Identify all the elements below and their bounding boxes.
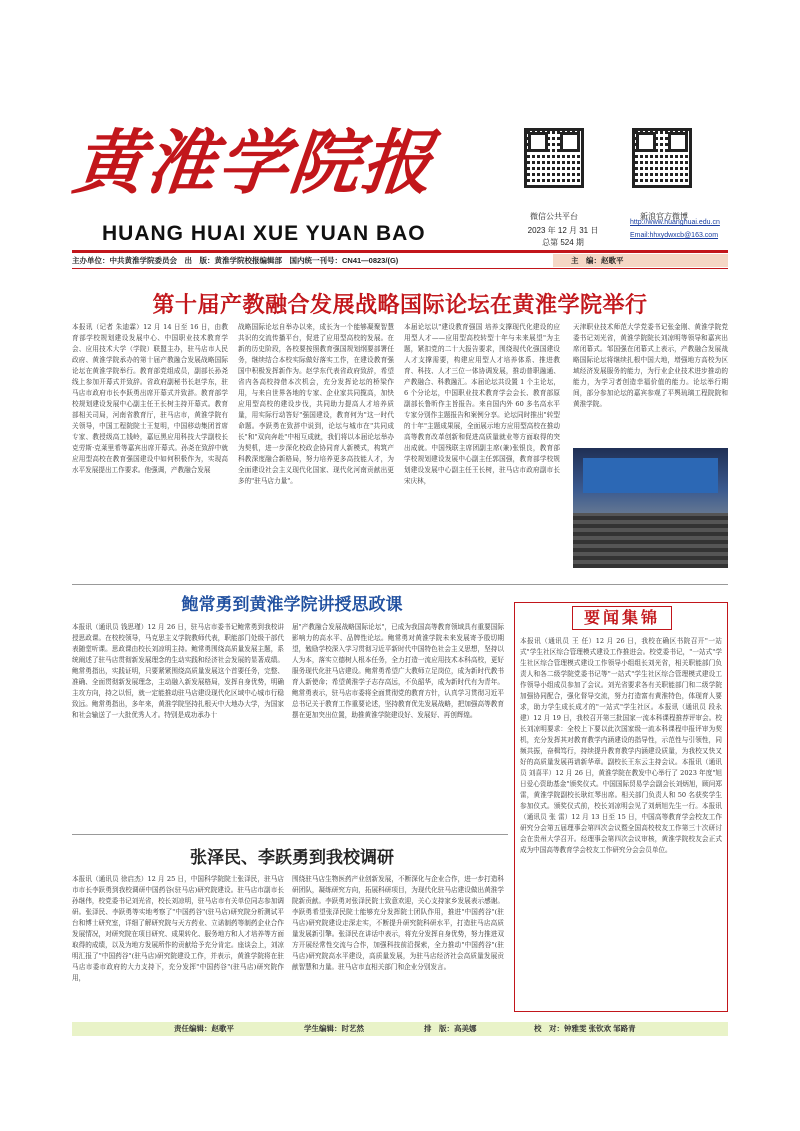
footer-student-editor: 学生编辑：时艺然 xyxy=(304,1024,364,1033)
news-roundup-title: 要闻集锦 xyxy=(572,606,672,630)
article1-column-4: 天津职业技术师范大学党委书记张金刚、黄淮学院党委书记刘光省，黄淮学院院长刘凉明等领导和嘉宾出席闭幕式。邹国强在闭幕式上表示，产教融合发展战略国际论坛将继续扎根中国大地，增强地方高校为区域经济发展服务的能力，为行业企业技术进步推动的能力，为学习者创造幸福价值的能力。论坛举行期间，部分参加论坛的嘉宾参观了平舆琉璃工程院院和黄淮学院。 xyxy=(573,323,728,408)
sponsor-bar xyxy=(72,254,728,267)
contact-links xyxy=(630,216,720,242)
article2-column-2: 届"产教融合发展战略国际论坛"，已成为我国高等教育领域具有重要国际影响力的高水平、品牌性论坛。鲍常勇对黄淮学院未来发展寄予殷切期望，勉励学校深入学习贯彻习近平新时代中国特色社会主义思想，坚持以人为本，落实立德树人根本任务，全力打造一流应用技术本科高校，更好服务现代化驻马店建设。鲍常勇希望广大教师立足岗位，成为新时代教书育人新使命；希望黄淮学子志存高远，不负韶华，成为新时代有为青年。鲍常勇表示，驻马店市委将全面贯彻党的教育方针，认真学习贯彻习近平总书记关于教育工作重要论述，坚持教育优先发展战略，把加强高等教育摆在更加突出位置，助推黄淮学院建设好、发展好、再创辉煌。 xyxy=(292,623,504,719)
article1-divider xyxy=(72,584,728,585)
issue-date: 2023 年 12 月 31 日 xyxy=(527,226,599,235)
footer-credits xyxy=(72,1022,728,1036)
chief-editor: 主 编：赵歌平 xyxy=(553,254,728,267)
footer-proof: 校 对：钟雅雯 张钦欢 邹路青 xyxy=(534,1024,636,1033)
issue-info xyxy=(518,225,608,249)
article2-column-1: 本报讯（通讯员 钱思瑾）12 月 26 日，驻马店市委书记鲍常勇到我校讲授思政课。在校校领导，马克思主义学院教师代表，职能部门处级干部代表随堂听课。思政课由校长刘凉明主持。鲍常勇围绕高质量发展主题，系统阐述了驻马店贯彻新发展理念的生动实践和经济社会发展的显著成绩。鲍常勇指出，实践证明，只要紧紧围绕高质量发展这个首要任务，完整、准确、全面贯彻新发展理念，主动融入新发展格局，发挥自身优势，明确主攻方向，持之以恒，就一定能推动驻马店建设现代化区域中心城市行稳致远。鲍常勇指出，多年来，黄淮学院坚持扎根天中大地办大学，为国家和社会输送了一大批优秀人才。特别是成功承办十 xyxy=(72,623,284,719)
footer-layout: 排 版：高美娜 xyxy=(424,1024,477,1033)
weibo-caption: 新浪官方微博 xyxy=(640,212,688,221)
article1-column-1: 本报讯（记者 朱迪霖）12 月 14 日至 16 日，由教育部学校规划建设发展中心、中国职业技术教育学会、应用技术大学（学院）联盟主办，驻马店市人民政府、黄淮学院承办的第十届产教融合发展战略国际论坛在黄淮学院举行。教育部党组成员，副部长孙尧线上参加开幕式并致辞。省政府副秘书长赵学东，驻马店市政府市长李跃勇出席开幕式并致辞。教育部学校规划建设发展中心副主任王长树主持开幕式。教育部相关司局，河南省教育厅，驻马店市，黄淮学院有关领导，中国工程院院士王复明，中国移动集团首席专家、教授级高工钱岭，嘉厄黑应用科技大学副校长克劳斯·克莱里希等嘉宾出席开幕式。孙尧在致辞中就应用型高校在教育强国建设中如何积极作为，实现高水平发展提出工作要求。他强调，产教融合发展 xyxy=(72,323,228,474)
article3-column-2: 围绕驻马店生物医药产业创新发展，不断深化与企业合作，进一步打造科研团队，凝练研究方向，拓展科研项目，为现代化驻马店建设做出黄淮学院新贡献。李跃勇对张泽民院士致意欢迎，关心支持家乡发展表示感谢。李跃勇希望张泽民院士能够充分发挥院士团队作用，推进"中国药谷"(驻马店)研究院建设走深走实，不断提升研究院科研水平，打造驻马店高质量发展新引擎。张泽民在讲话中表示，将充分发挥自身优势，努力推进双方开展经常性交流与合作，加强科技前沿探索，全力推动"中国药谷"(驻马店)研究院高水平建设，高质量发展，为驻马店经济社会高质量发展贡献智慧和力量。驻马店市直相关部门和企业分别发言。 xyxy=(292,875,504,971)
article3-column-1: 本报讯（通讯员 徐启杰）12 月 25 日，中国科学院院士张泽民，驻马店市市长李跃勇到我校调研中国药谷(驻马店)研究院建设。驻马店市副市长孙继伟，校党委书记刘光省，校长刘凉明，驻马店市有关单位同志参加调研。张泽民、李跃勇等实地考察了"中国药谷"(驻马店)研究院分析测试平台和博士研究室，详细了解研究院与天方药业、立诺制药等制药企业合作发展情况，对研究院在项目研究、成果转化、服务地方和人才培养等方面取得的成绩，以及为地方发展所作的贡献给予充分肯定。座谈会上，刘凉明汇报了"中国药谷"(驻马店)研究院建设工作，并表示，黄淮学院将在驻马店市委市政府的大力支持下，充分发挥"中国药谷"(驻马店)研究院作用， xyxy=(72,875,284,982)
weibo-qr-code xyxy=(632,128,692,188)
footer-editor: 责任编辑：赵歌平 xyxy=(174,1024,234,1033)
news-roundup-text: 本报讯（通讯员 王 任）12 月 26 日，我校在确区书院召开"一站式"学生社区综合管理模式建设工作推进会。校党委书记，"一站式"学生社区综合管理模式建设工作领导小组组长刘光省，相关职能部门负责人和各二级学院党委书记等"一站式"学生社区综合管理模式建设工作领导小组成员参加了会议。刘光省要求各有关职能部门和二级学院加强协同配合，强化督导交流，努力打造富有黄淮特色，体现育人要求，助力学生成长成才的"一站式"学生社区。本报讯（通讯员 段永建）12 月 19 日，我校召开第三批国家一流本科课程推荐评审会。校长刘凉明要求：全校上下要以此次国家级一流本科课程申报评审为契机，充分发挥其对教育教学内涵建设的指导性，示范性与引领性，同频共振，奋楫笃行，持续提升教育教学内涵建设质量，为我校又快又好的高质量发展再谱新华章。副校长王东云主持会议。本报讯（通讯员 刘喜平）12 月 26 日，黄淮学院在教发中心举行了 2023 年度"旭日爱心资助基金"颁奖仪式。中国国际贸易学会副会长刘炳旭，顾问郑雷，黄淮学院副校长耿红琴出席。相关部门负责人和 50 名获奖学生参加仪式。颁奖仪式前，校长刘凉明会见了刘炳旭先生一行。本报讯（通讯员 张 雷）12 月 13 日至 15 日，中国高等教育学会校友工作研究分会第五届理事会第四次会议暨全国高校校友工作第三十次研讨会在贵州大学召开。经理事会第四次会议审核，黄淮学院校友会正式成为中国高等教育学会校友工作研究分会会员单位。 xyxy=(520,637,722,854)
sponsor-text: 主办单位：中共黄淮学院委员会 出 版：黄淮学院校报编辑部 国内统一刊号：CN41—0823/(G) xyxy=(72,256,399,265)
article1-headline: 第十届产教融合发展战略国际论坛在黄淮学院举行 xyxy=(152,293,648,318)
website-link[interactable]: http://www.huanghuai.edu.cn xyxy=(630,219,720,226)
issue-number: 总第 524 期 xyxy=(542,238,584,247)
photo-audience xyxy=(573,513,728,568)
forum-photo xyxy=(573,448,728,568)
article1-column-3: 本届论坛以"建设教育强国 培养支撑现代化建设的应用型人才——应用型高校转型十年与未来展望"为主题，紧扣党的二十大报告要求，围绕现代化强国建设人才支撑需要，构建应用型人才培养体系、推进教育、科技、人才三位一体协调发展，推动普职融通、产教融合、科教融汇。本届论坛共设置 1 个主论坛，6 个分论坛，中国职业技术教育学会会长、教育部原副部长鲁昕作主旨报告。来自国内外 60 多名高水平专家分别作主题报告和案例分享。论坛同时推出"转型的十年"主题成果展，全面展示地方应用型高校在推动高等教育改革创新和促进高质量就业等方面取得的突出成就。中国残联主席团副主席(兼)张银良，教育部学校规划建设发展中心副主任郭国强，教育部学校规划建设发展中心副主任王长树，驻马店市政府副市长宋庆林， xyxy=(404,323,560,485)
masthead-logo: 黄淮学院报 xyxy=(69,121,439,204)
photo-stage xyxy=(583,458,718,493)
wechat-caption: 微信公共平台 xyxy=(530,212,578,221)
article3-headline: 张泽民、李跃勇到我校调研 xyxy=(190,848,394,868)
masthead-divider xyxy=(72,250,728,253)
article1-column-2: 战略国际论坛自举办以来，成长为一个能够凝聚智慧共识的交流传播平台，促进了应用型高校的发展。在新的历史阶段，各校要按照教育强国规划纲要部署任务，继续结合本校实际做好落实工作，在建设教育强国中积极发挥新作为。赵学东代表省政府致辞，希望省内各高校持借本次机会，充分发挥论坛的桥梁作用，与来自世界各地的专家、企业家共同揽高，加快应用型高校的建设步伐，共同助力提高人才培养质量，用实际行动答好"强国建设，教育何为"这一时代命题。李跃勇在致辞中说到，论坛与城市在"共同成长"和"双向奔赴"中相互成就，我们将以本届论坛举办为契机，进一步深化校政企协同育人新模式，构筑产科教深度融合新格局，努力培养更多高技能人才，为全面建设社会主义现代化国家、现代化河南贡献出更多的"驻马店力量"。 xyxy=(238,323,394,485)
email-link[interactable]: Email:hhxydwxcb@163.com xyxy=(630,232,719,239)
sponsor-divider xyxy=(72,268,728,269)
article2-divider xyxy=(72,834,508,835)
masthead-pinyin: HUANG HUAI XUE YUAN BAO xyxy=(102,222,426,245)
article2-headline: 鲍常勇到黄淮学院讲授思政课 xyxy=(181,595,403,615)
wechat-qr-code xyxy=(524,128,584,188)
